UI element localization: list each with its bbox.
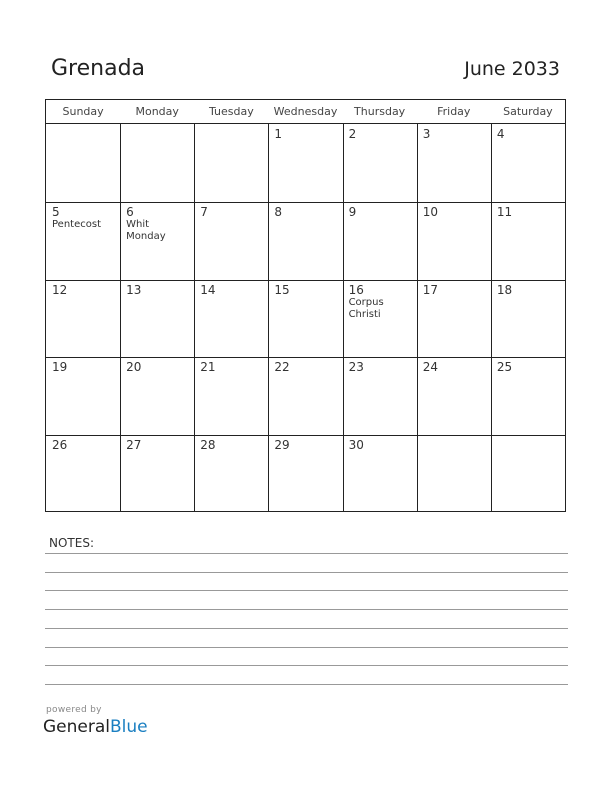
notes-line bbox=[45, 572, 568, 573]
day-cell bbox=[268, 357, 342, 435]
day-cell bbox=[417, 124, 491, 202]
day-cell bbox=[343, 202, 417, 280]
day-cell bbox=[120, 435, 194, 513]
month-year-title: June 2033 bbox=[464, 58, 560, 80]
day-cell bbox=[194, 280, 268, 358]
holiday-label: Corpus Christi bbox=[348, 296, 384, 320]
weekday-header: Tuesday bbox=[208, 105, 254, 118]
day-cell bbox=[417, 435, 491, 513]
day-number: 9 bbox=[348, 204, 357, 219]
day-number: 4 bbox=[496, 127, 505, 141]
holiday-label: Whit Monday bbox=[126, 218, 166, 242]
day-cell bbox=[491, 357, 565, 435]
day-cell bbox=[46, 435, 120, 513]
notes-line bbox=[45, 684, 568, 685]
day-cell bbox=[491, 435, 565, 513]
day-cell bbox=[46, 357, 120, 435]
day-number: 16 bbox=[348, 282, 364, 297]
day-cell bbox=[46, 280, 120, 358]
day-number: 27 bbox=[126, 438, 142, 453]
logo-blue: Blue bbox=[110, 717, 148, 737]
day-number: 8 bbox=[274, 204, 283, 219]
day-cell bbox=[194, 202, 268, 280]
day-cell bbox=[343, 357, 417, 435]
day-cell bbox=[491, 280, 565, 358]
day-cell bbox=[417, 280, 491, 358]
day-number: 14 bbox=[200, 282, 216, 297]
notes-line bbox=[45, 590, 568, 591]
day-number: 23 bbox=[348, 360, 364, 375]
weekday-header: Friday bbox=[437, 105, 471, 118]
day-cell bbox=[491, 124, 565, 202]
day-number: 10 bbox=[422, 204, 438, 219]
day-number: 21 bbox=[200, 360, 216, 375]
day-cell bbox=[343, 435, 417, 513]
weekday-header: Saturday bbox=[503, 105, 553, 118]
day-number: 7 bbox=[200, 204, 208, 219]
day-number: 22 bbox=[274, 360, 290, 375]
day-cell bbox=[120, 280, 194, 358]
notes-line bbox=[45, 665, 568, 666]
holiday-label: Pentecost bbox=[52, 218, 101, 230]
day-cell bbox=[417, 357, 491, 435]
weekday-header: Monday bbox=[135, 105, 179, 118]
notes-line bbox=[45, 609, 568, 610]
day-number: 2 bbox=[348, 127, 357, 141]
day-cell bbox=[194, 435, 268, 513]
day-number: 1 bbox=[274, 127, 283, 141]
day-number: 18 bbox=[496, 282, 513, 297]
day-cell bbox=[343, 124, 417, 202]
day-cell bbox=[491, 202, 565, 280]
day-cell bbox=[194, 357, 268, 435]
day-cell bbox=[268, 124, 342, 202]
day-number: 28 bbox=[200, 438, 216, 453]
notes-line bbox=[45, 647, 568, 648]
day-number: 6 bbox=[126, 204, 134, 219]
powered-by-text: powered by bbox=[46, 705, 102, 715]
day-number: 20 bbox=[126, 360, 142, 375]
day-cell bbox=[417, 202, 491, 280]
day-cell bbox=[268, 280, 342, 358]
day-cell bbox=[120, 124, 194, 202]
weekday-header: Wednesday bbox=[273, 105, 338, 118]
day-cell bbox=[120, 202, 194, 280]
country-title: Grenada bbox=[51, 56, 146, 81]
day-number: 5 bbox=[52, 204, 60, 219]
day-number: 17 bbox=[422, 282, 438, 297]
day-number: 13 bbox=[126, 282, 142, 297]
day-number: 12 bbox=[52, 282, 68, 297]
day-number: 26 bbox=[52, 438, 68, 453]
notes-line bbox=[45, 628, 568, 629]
generalblue-logo bbox=[43, 717, 148, 737]
calendar-grid bbox=[45, 99, 566, 512]
notes-line bbox=[45, 553, 568, 554]
day-cell bbox=[46, 202, 120, 280]
day-number: 3 bbox=[422, 127, 431, 141]
logo-general: General bbox=[43, 717, 110, 737]
day-cell bbox=[268, 435, 342, 513]
day-number: 11 bbox=[496, 204, 513, 219]
day-number: 19 bbox=[52, 360, 68, 375]
day-cell bbox=[46, 124, 120, 202]
notes-label: NOTES: bbox=[49, 536, 94, 550]
weekday-header-row bbox=[46, 100, 565, 124]
day-number: 30 bbox=[348, 438, 364, 453]
day-number: 24 bbox=[422, 360, 438, 375]
weekday-header: Sunday bbox=[62, 105, 104, 118]
day-cell bbox=[120, 357, 194, 435]
day-cell bbox=[343, 280, 417, 358]
day-number: 15 bbox=[274, 282, 290, 297]
day-cell bbox=[268, 202, 342, 280]
weekday-header: Thursday bbox=[354, 105, 406, 118]
day-number: 29 bbox=[274, 438, 290, 453]
day-number: 25 bbox=[496, 360, 513, 375]
day-cell bbox=[194, 124, 268, 202]
